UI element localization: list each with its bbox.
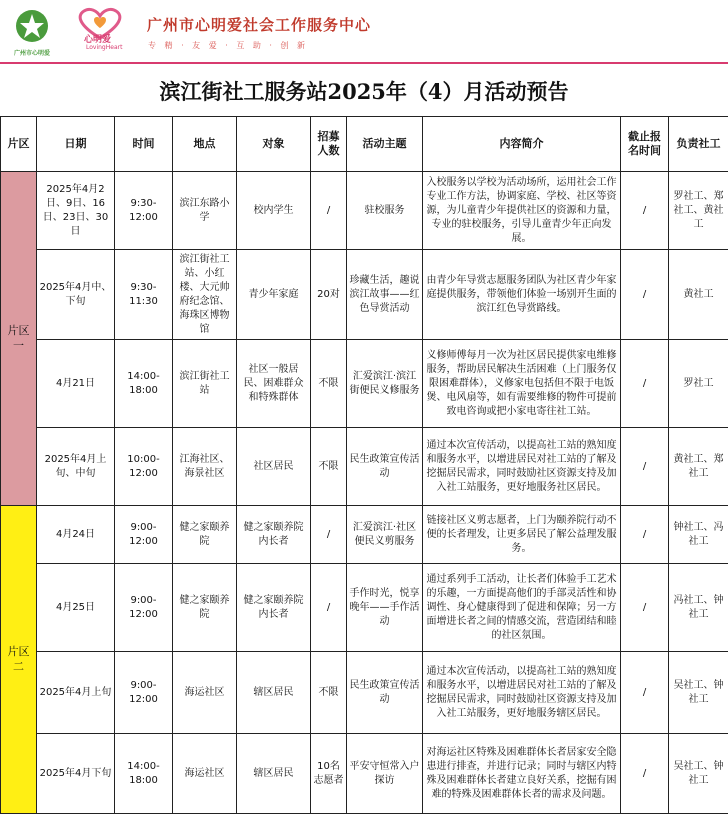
cell-place: 海运社区 (173, 652, 237, 734)
cell-place: 江海社区、海景社区 (173, 428, 237, 506)
cell-target: 辖区居民 (237, 734, 311, 814)
cell-target: 社区一般居民、困难群众和特殊群体 (237, 340, 311, 428)
cell-intro: 链接社区义剪志愿者，上门为颐养院行动不便的长者理发，让更多居民了解公益理发服务。 (423, 506, 621, 564)
cell-time: 9:30-11:30 (115, 250, 173, 340)
cell-deadline: / (621, 428, 669, 506)
loving-heart-logo (70, 6, 130, 56)
emblem-caption: 广州市心明爱 (6, 48, 58, 57)
table-row (1, 564, 728, 652)
cell-count: 不限 (311, 652, 347, 734)
cell-time: 9:30-12:00 (115, 172, 173, 250)
cell-date: 4月21日 (37, 340, 115, 428)
cell-topic: 平安守恒常入户探访 (347, 734, 423, 814)
area-cell-2 (1, 506, 37, 814)
org-name: 广州市心明爱社会工作服务中心 (147, 14, 371, 35)
cell-place: 海运社区 (173, 734, 237, 814)
cell-target: 健之家颐养院内长者 (237, 564, 311, 652)
cell-target: 青少年家庭 (237, 250, 311, 340)
cell-deadline: / (621, 506, 669, 564)
table-row (1, 652, 728, 734)
header-date: 日期 (37, 117, 115, 172)
cell-target: 校内学生 (237, 172, 311, 250)
cell-intro: 义修师傅每月一次为社区居民提供家电维修服务，帮助居民解决生活困难（上门服务仅限困难群体），义修家电包括但不限于电饭煲、电风扇等，如有需要维修的物件可提前致电咨询或把小家电寄往社工站。 (423, 340, 621, 428)
cell-time: 9:00-12:00 (115, 506, 173, 564)
page-title: 滨江街社工服务站2025年（4）月活动预告 (0, 76, 728, 106)
org-emblem-logo (6, 6, 58, 58)
cell-intro: 入校服务以学校为活动场所，运用社会工作专业工作方法，协调家庭、学校、社区等资源，为儿童青少年提供社区的资源和力量，专业的驻校服务，引导儿童青少年正向发展。 (423, 172, 621, 250)
cell-count: / (311, 564, 347, 652)
cell-worker: 黄社工 (669, 250, 728, 340)
cell-topic: 驻校服务 (347, 172, 423, 250)
cell-deadline: / (621, 652, 669, 734)
logo2-text: 心明爱 (84, 32, 111, 45)
cell-date: 2025年4月2日、9日、16日、23日、30日 (37, 172, 115, 250)
cell-worker: 罗社工、郑社工、黄社工 (669, 172, 728, 250)
table-row (1, 506, 728, 564)
header-area: 片区 (1, 117, 37, 172)
cell-date: 2025年4月中、下旬 (37, 250, 115, 340)
cell-target: 社区居民 (237, 428, 311, 506)
cell-worker: 吴社工、钟社工 (669, 734, 728, 814)
cell-target: 健之家颐养院内长者 (237, 506, 311, 564)
cell-target: 辖区居民 (237, 652, 311, 734)
cell-count: / (311, 506, 347, 564)
table-row (1, 250, 728, 340)
cell-topic: 汇爱滨江·社区便民义剪服务 (347, 506, 423, 564)
cell-date: 2025年4月上旬 (37, 652, 115, 734)
page-header (0, 0, 728, 62)
cell-worker: 钟社工、冯社工 (669, 506, 728, 564)
cell-place: 滨江街社工站、小红楼、大元帅府纪念馆、海珠区博物馆 (173, 250, 237, 340)
org-slogan: 专 精 · 友 爱 · 互 助 · 创 新 (148, 40, 308, 51)
cell-time: 9:00-12:00 (115, 564, 173, 652)
cell-worker: 罗社工 (669, 340, 728, 428)
cell-intro: 通过本次宣传活动，以提高社工站的熟知度和服务水平，以增进居民对社工站的了解及挖掘居民需求，同时鼓励社区资源支持及加入社工站服务，更好地服务辖区居民。 (423, 652, 621, 734)
table-row (1, 734, 728, 814)
cell-worker: 冯社工、钟社工 (669, 564, 728, 652)
cell-date: 2025年4月上旬、中旬 (37, 428, 115, 506)
cell-count: 不限 (311, 428, 347, 506)
schedule-table (0, 116, 728, 814)
cell-deadline: / (621, 250, 669, 340)
cell-deadline: / (621, 340, 669, 428)
cell-deadline: / (621, 564, 669, 652)
cell-place: 滨江东路小学 (173, 172, 237, 250)
cell-place: 健之家颐养院 (173, 564, 237, 652)
cell-place: 滨江街社工站 (173, 340, 237, 428)
cell-count: 20对 (311, 250, 347, 340)
cell-topic: 汇爱滨江·滨江街便民义修服务 (347, 340, 423, 428)
cell-count: 10名志愿者 (311, 734, 347, 814)
cell-date: 2025年4月下旬 (37, 734, 115, 814)
header-row (1, 117, 728, 172)
header-target: 对象 (237, 117, 311, 172)
cell-date: 4月24日 (37, 506, 115, 564)
table-row (1, 428, 728, 506)
cell-date: 4月25日 (37, 564, 115, 652)
cell-count: / (311, 172, 347, 250)
cell-deadline: / (621, 734, 669, 814)
logo2-subtext: LovingHeart (86, 44, 122, 51)
header-deadline: 截止报名时间 (621, 117, 669, 172)
cell-count: 不限 (311, 340, 347, 428)
header-divider (0, 62, 728, 64)
header-worker: 负责社工 (669, 117, 728, 172)
cell-time: 10:00-12:00 (115, 428, 173, 506)
cell-intro: 通过系列手工活动，让长者们体验手工艺术的乐趣，一方面提高他们的手部灵活性和协调性、身心健康得到了促进和保障；另一方面增进长者之间的情感交流，营造团结和睦的社区氛围。 (423, 564, 621, 652)
cell-topic: 珍藏生活，趣说滨江故事——红色导赏活动 (347, 250, 423, 340)
header-count: 招募人数 (311, 117, 347, 172)
table-row (1, 172, 728, 250)
cell-intro: 由青少年导赏志愿服务团队为社区青少年家庭提供服务，带领他们体验一场别开生面的滨江红色导赏路线。 (423, 250, 621, 340)
header-intro: 内容简介 (423, 117, 621, 172)
cell-deadline: / (621, 172, 669, 250)
header-place: 地点 (173, 117, 237, 172)
table-row (1, 340, 728, 428)
header-topic: 活动主题 (347, 117, 423, 172)
cell-topic: 民生政策宣传活动 (347, 428, 423, 506)
area-label: 片区二 (3, 644, 34, 674)
area-cell-1 (1, 172, 37, 506)
cell-intro: 通过本次宣传活动，以提高社工站的熟知度和服务水平，以增进居民对社工站的了解及挖掘居民需求，同时鼓励社区资源支持及加入社工站服务，更好地服务社区居民。 (423, 428, 621, 506)
cell-topic: 民生政策宣传活动 (347, 652, 423, 734)
cell-time: 9:00-12:00 (115, 652, 173, 734)
cell-topic: 手作时光，悦享晚年——手作活动 (347, 564, 423, 652)
cell-intro: 对海运社区特殊及困难群体长者居家安全隐患进行排查，并进行记录；同时与辖区内特殊及困难群体长者建立良好关系，挖掘有困难的特殊及困难群体长者的需求及问题。 (423, 734, 621, 814)
cell-time: 14:00-18:00 (115, 734, 173, 814)
cell-worker: 黄社工、郑社工 (669, 428, 728, 506)
header-time: 时间 (115, 117, 173, 172)
cell-place: 健之家颐养院 (173, 506, 237, 564)
cell-worker: 吴社工、钟社工 (669, 652, 728, 734)
cell-time: 14:00-18:00 (115, 340, 173, 428)
area-label: 片区一 (3, 323, 34, 353)
